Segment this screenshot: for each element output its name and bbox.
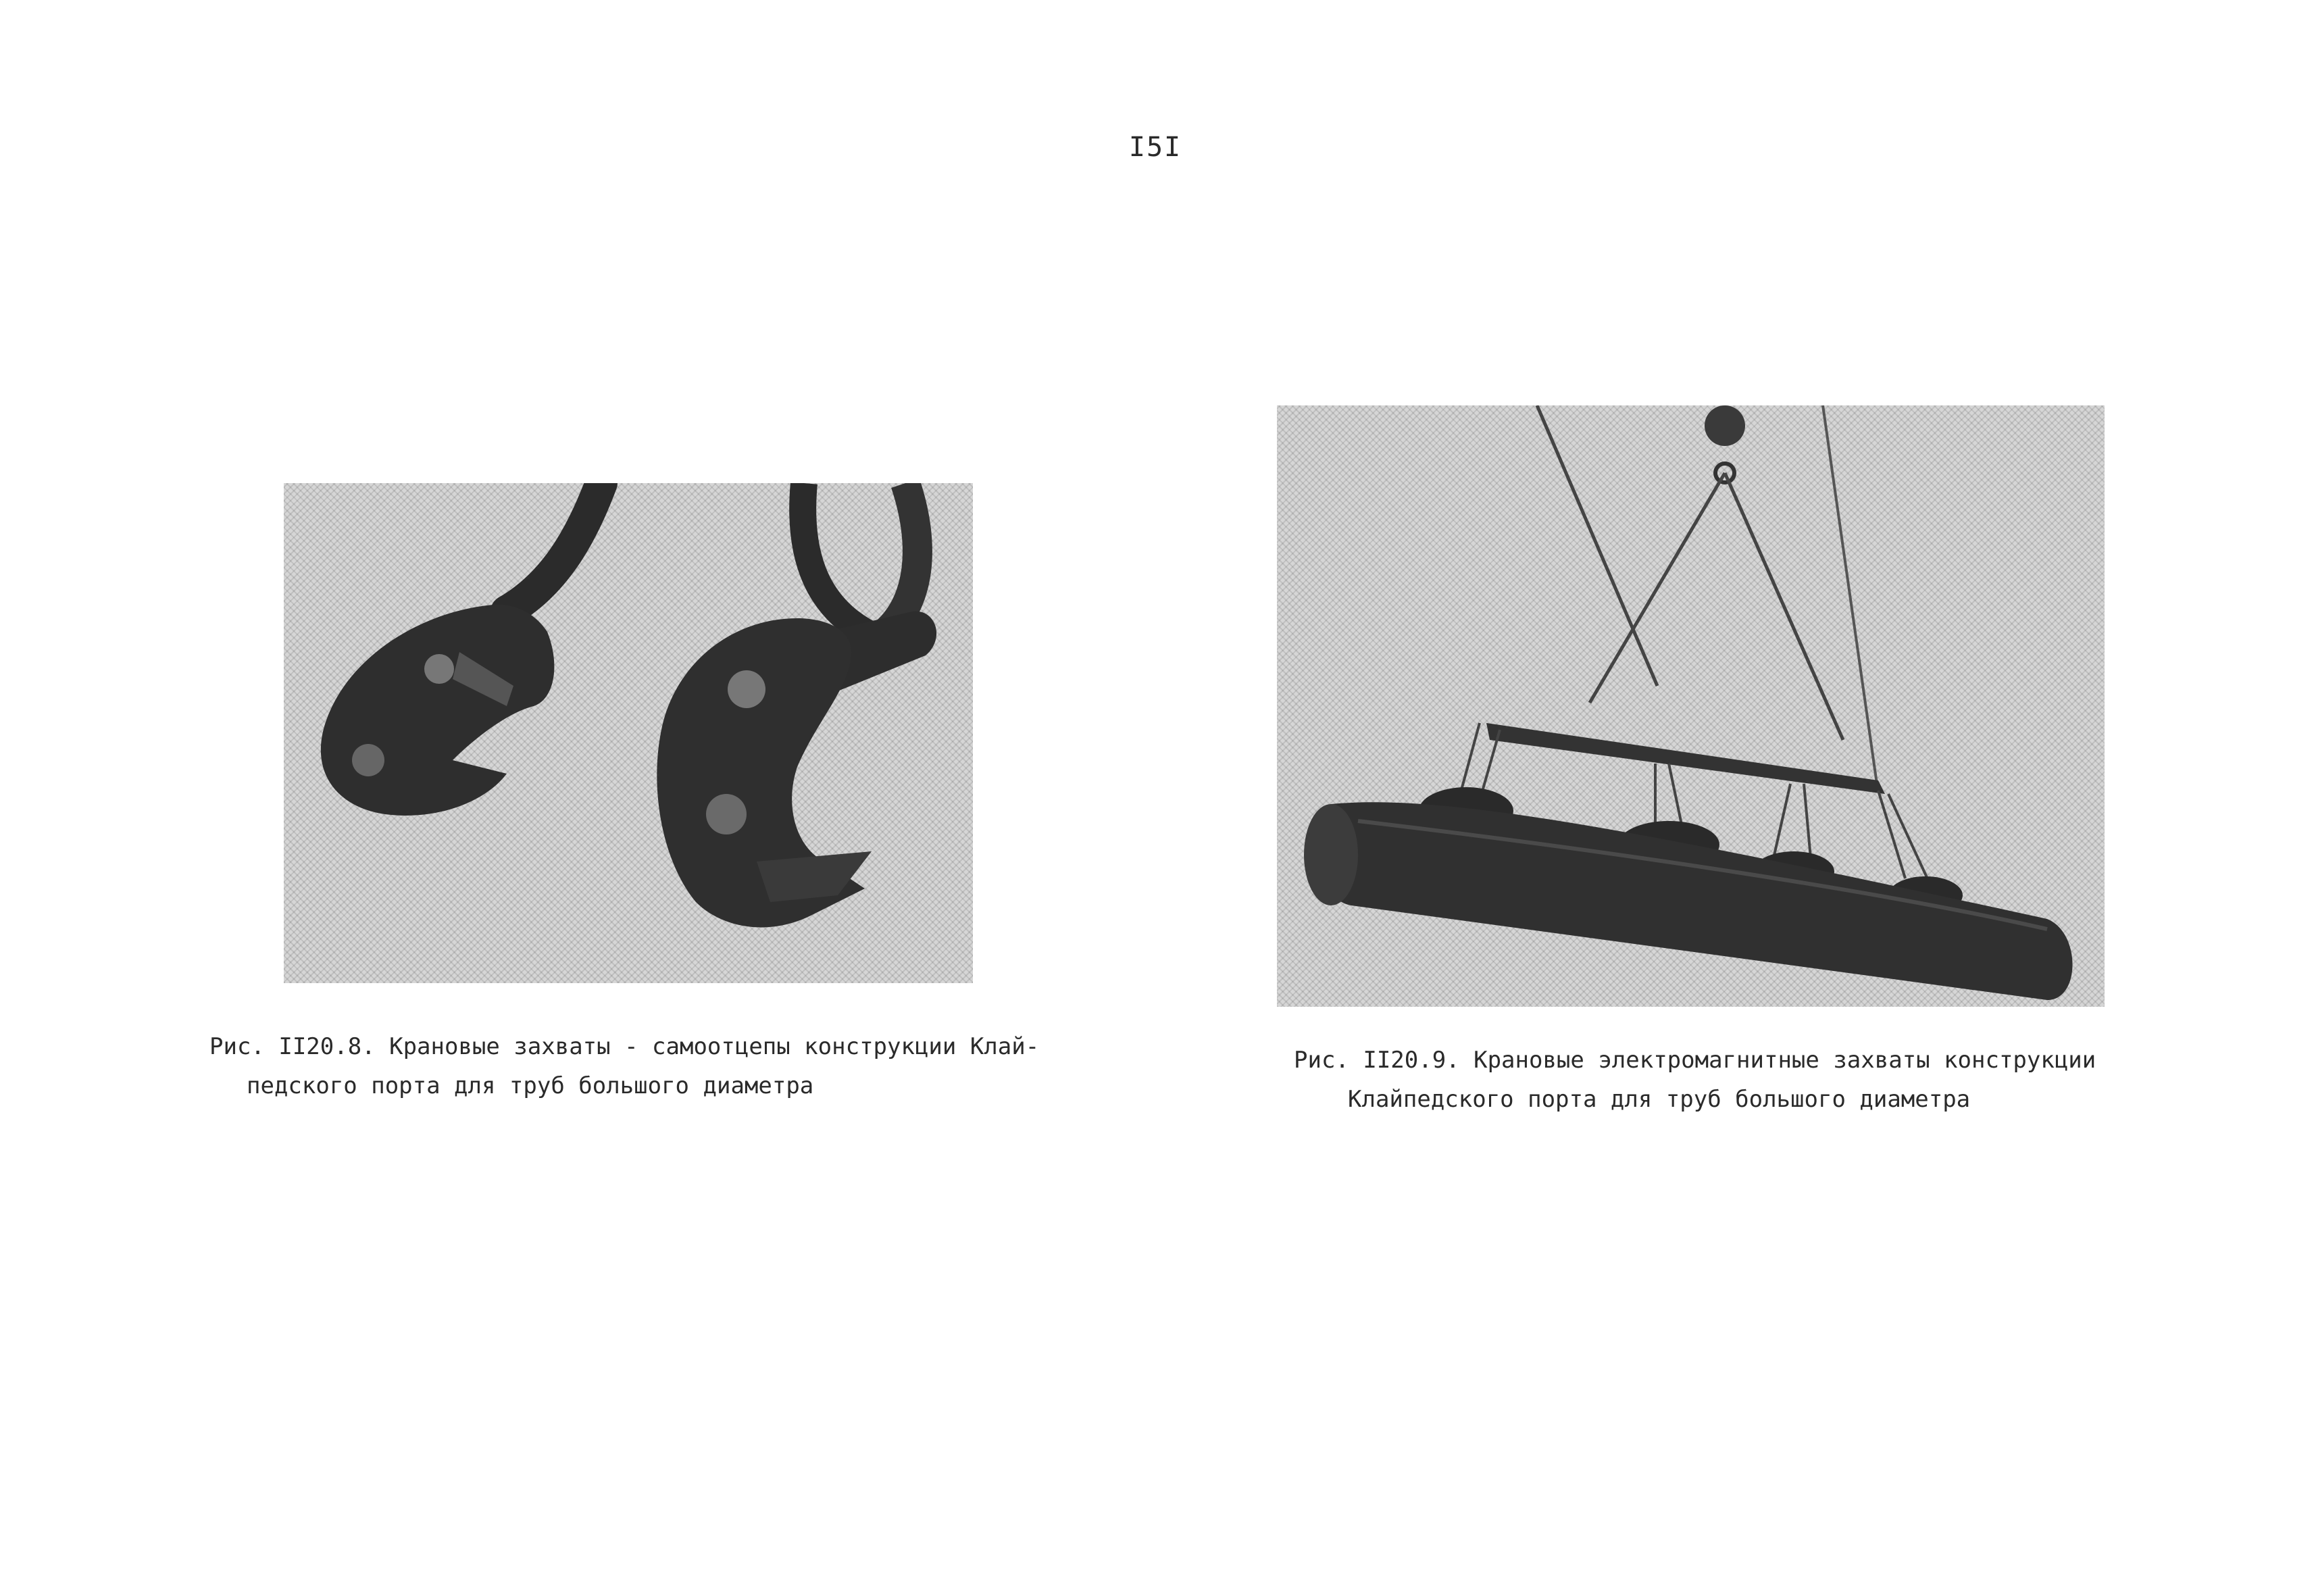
caption-2-line-2: Клайпедского порта для труб большого диаметра	[1348, 1086, 1971, 1113]
electromagnetic-grips-illustration	[1277, 405, 2105, 1007]
caption-1-line-2: педского порта для труб большого диаметра	[247, 1072, 814, 1099]
figure-caption-1	[209, 1027, 1039, 1105]
figure-caption-2	[1294, 1041, 2096, 1119]
photo-crane-hooks	[284, 483, 973, 983]
crane-hooks-illustration	[284, 483, 973, 983]
caption-1-line-1: Рис. II20.8. Крановые захваты - самоотцепы конструкции Клай-	[209, 1033, 1040, 1060]
caption-2-line-1: Рис. II20.9. Крановые электромагнитные захваты конструкции	[1294, 1047, 2096, 1074]
photo-electromagnetic-grips	[1277, 405, 2105, 1007]
page-number: I5I	[1128, 132, 1182, 163]
